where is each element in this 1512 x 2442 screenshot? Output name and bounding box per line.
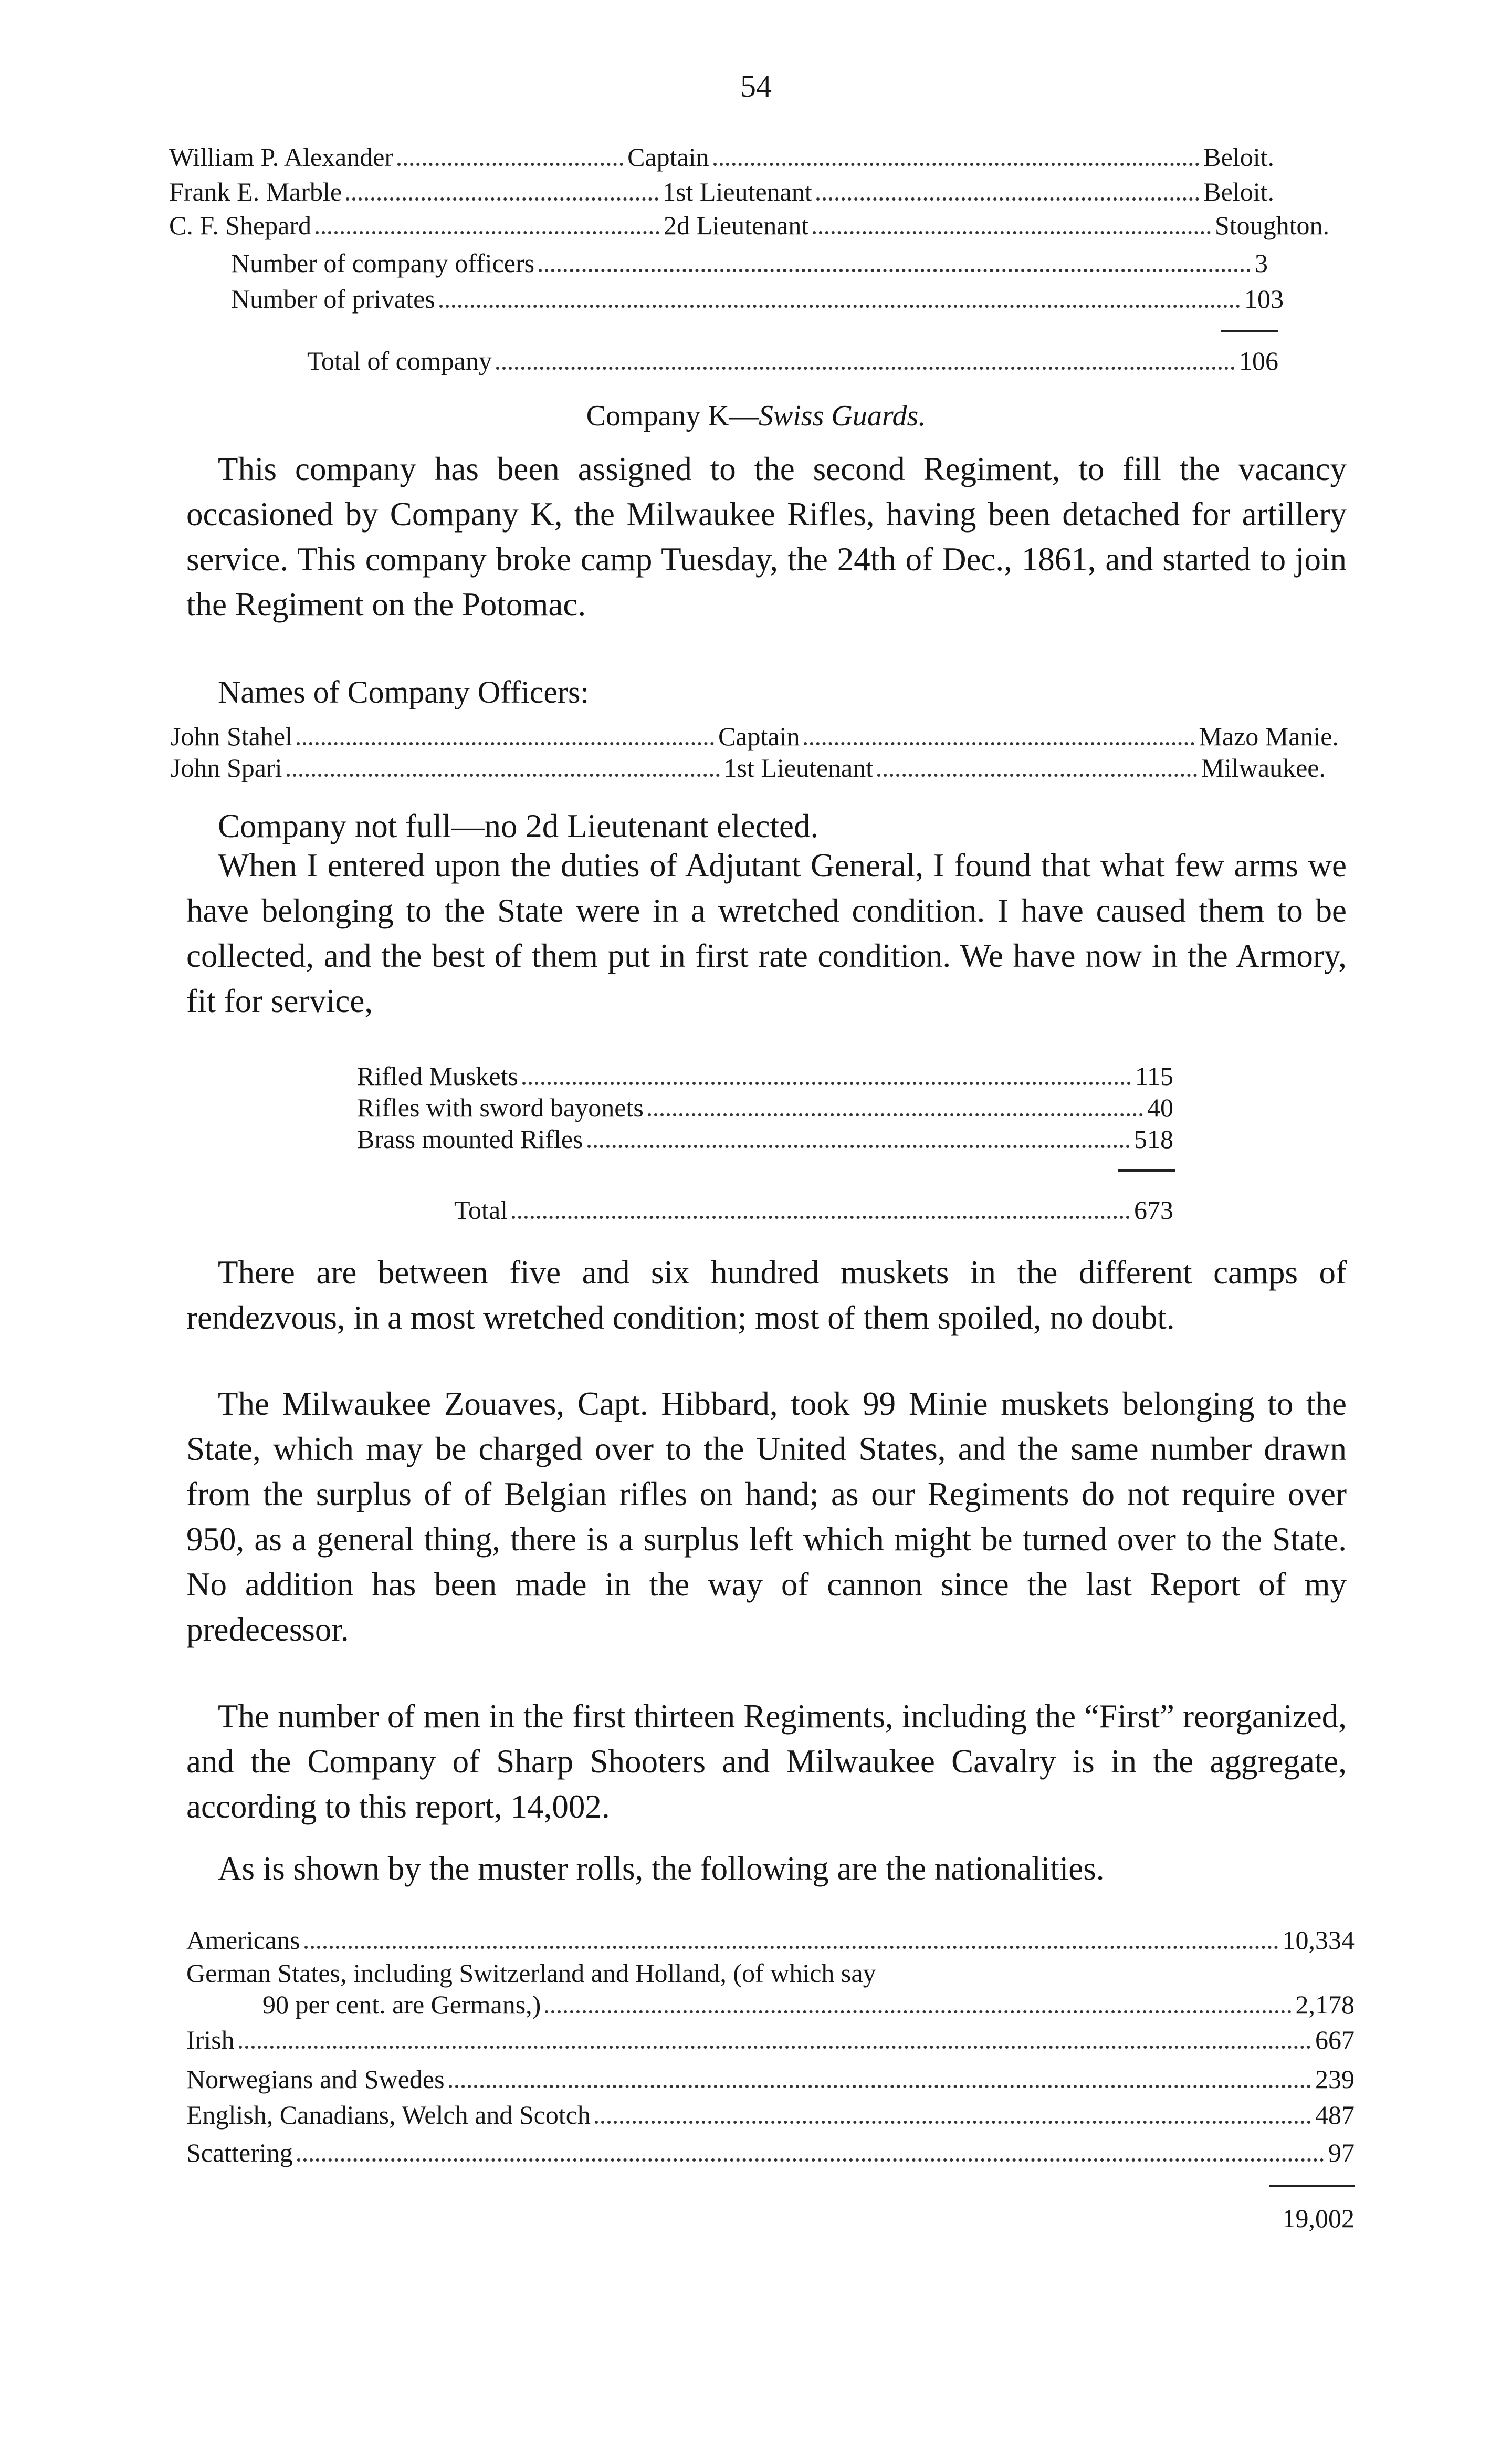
arms-row <box>357 1124 1173 1155</box>
officer-row <box>171 721 1339 753</box>
paragraph-text: This company has been assigned to the second Regiment, to fill the vacancy occasioned by Company K, the Milwaukee Rifles, having been detached for artillery service. This company broke camp Tuesday, the 24th of Dec., 1861, and started to join the Regiment on the Potomac. <box>186 451 1347 623</box>
paragraph <box>186 446 1347 627</box>
nationality-label: English, Canadians, Welch and Scotch <box>186 2100 591 2130</box>
officer-place: Milwaukee. <box>1201 753 1326 782</box>
paragraph-text: Company not full—no 2d Lieutenant elected. <box>218 808 819 844</box>
paragraph <box>186 1381 1347 1652</box>
label-text: Names of Company Officers: <box>218 675 590 709</box>
arms-total-row <box>454 1195 1173 1226</box>
officer-row <box>169 142 1274 173</box>
officer-rank: 1st Lieutenant <box>663 177 812 206</box>
dot-leader <box>496 367 1235 370</box>
company-count-row <box>231 284 1284 315</box>
arms-row <box>357 1092 1173 1124</box>
arms-value: 40 <box>1147 1093 1173 1122</box>
dot-leader <box>545 2010 1291 2013</box>
nationality-row <box>186 1925 1354 1956</box>
officer-rank: 2d Lieutenant <box>664 211 809 240</box>
total-value: 106 <box>1239 346 1278 375</box>
officer-place: Stoughton. <box>1214 211 1329 240</box>
company-total-row <box>307 346 1278 377</box>
officer-place: Beloit. <box>1203 142 1274 172</box>
nationality-label: Irish <box>186 2025 235 2054</box>
officer-rank: Captain <box>627 142 709 172</box>
dot-leader <box>316 231 659 234</box>
dot-leader <box>522 1082 1131 1085</box>
dot-leader <box>449 2085 1311 2088</box>
heading-italic: Swiss Guards. <box>758 400 926 432</box>
officer-row <box>171 753 1326 784</box>
nationality-label: Norwegians and Swedes <box>186 2064 445 2094</box>
nationality-value: 10,334 <box>1282 1925 1354 1955</box>
heading-prefix: Company K— <box>586 400 759 432</box>
dot-leader <box>512 1216 1130 1219</box>
officer-place: Mazo Manie. <box>1199 722 1339 751</box>
dot-leader <box>297 2158 1324 2162</box>
paragraph <box>186 803 1347 849</box>
dot-leader <box>297 742 714 745</box>
dot-leader <box>287 774 720 777</box>
sum-rule <box>1269 2185 1354 2187</box>
officer-name: John Stahel <box>171 722 292 751</box>
nationality-row <box>186 2137 1354 2169</box>
company-count-row <box>231 248 1268 279</box>
nationality-label: Americans <box>186 1925 300 1955</box>
nationality-value: 667 <box>1315 2025 1354 2054</box>
paragraph <box>186 1846 1347 1891</box>
nationality-value: 487 <box>1315 2100 1354 2130</box>
officer-name: C. F. Shepard <box>169 211 311 240</box>
section-heading <box>0 399 1512 433</box>
arms-label: Rifled Muskets <box>357 1061 518 1091</box>
dot-leader <box>595 2121 1311 2124</box>
officers-label <box>186 670 1347 715</box>
nationalities-total-row <box>1250 2203 1354 2234</box>
nationality-value: 97 <box>1328 2138 1354 2167</box>
arms-label: Rifles with sword bayonets <box>357 1093 644 1122</box>
count-label: Number of company officers <box>231 248 535 278</box>
nationality-row <box>186 2024 1354 2056</box>
nationality-row <box>186 1958 1268 1988</box>
total-label: Total <box>454 1195 508 1225</box>
paragraph-text: When I entered upon the duties of Adjutant General, I found that what few arms we have belonging to the State were in a wretched condition. I have caused them to be collected, and the best of them put in first rate condition. We have now in the Armory, fit for service, <box>186 847 1347 1019</box>
total-value: 673 <box>1134 1195 1173 1225</box>
total-value: 19,002 <box>1282 2204 1354 2233</box>
officer-name: Frank E. Marble <box>169 177 342 206</box>
nationality-row <box>186 2100 1354 2131</box>
count-label: Number of privates <box>231 284 435 314</box>
dot-leader <box>648 1113 1143 1116</box>
dot-leader <box>713 163 1200 166</box>
nationality-label-cont: 90 per cent. are Germans,) <box>262 1990 541 2019</box>
count-value: 3 <box>1255 248 1268 278</box>
nationality-value: 2,178 <box>1295 1990 1354 2019</box>
dot-leader <box>804 742 1194 745</box>
nationality-row <box>186 2064 1354 2095</box>
dot-leader <box>346 197 658 201</box>
paragraph-text: The Milwaukee Zouaves, Capt. Hibbard, took 99 Minie muskets belonging to the State, which may be charged over to the United States, and the same number drawn from the surplus of of Belgian rifles on hand; as our Regiments do not require over 950, as a general thing, there is a surplus left which might be turned over to the State. No addition has been made in the way of cannon since the last Report of my predecessor. <box>186 1385 1347 1648</box>
nationality-label: Scattering <box>186 2138 293 2167</box>
dot-leader <box>239 2046 1311 2049</box>
arms-label: Brass mounted Rifles <box>357 1124 583 1154</box>
count-value: 103 <box>1244 284 1284 314</box>
page-number: 54 <box>740 69 772 103</box>
dot-leader <box>304 1946 1278 1949</box>
officer-row <box>169 176 1274 208</box>
dot-leader <box>816 197 1200 201</box>
total-label: Total of company <box>307 346 492 375</box>
dot-leader <box>539 269 1251 272</box>
nationality-value: 239 <box>1315 2064 1354 2094</box>
sum-rule <box>1221 330 1278 332</box>
dot-leader <box>439 305 1240 308</box>
arms-value: 115 <box>1135 1061 1173 1091</box>
dot-leader <box>877 774 1196 777</box>
sum-rule <box>1118 1169 1175 1172</box>
dot-leader <box>587 1145 1130 1148</box>
officer-name: John Spari <box>171 753 282 782</box>
officer-place: Beloit. <box>1203 177 1274 206</box>
paragraph-text: The number of men in the first thirteen Regiments, including the “First” reorganized, and the Company of Sharp Shooters and Milwaukee Cavalry is in the aggregate, according to this report, 14,002. <box>186 1698 1347 1825</box>
nationality-label: German States, including Switzerland and Holland, (of which say <box>186 1958 876 1988</box>
dot-leader <box>813 231 1211 234</box>
officer-row <box>169 210 1329 242</box>
arms-value: 518 <box>1134 1124 1173 1154</box>
officer-rank: Captain <box>718 722 800 751</box>
officer-rank: 1st Lieutenant <box>723 753 874 782</box>
paragraph <box>186 843 1347 1024</box>
paragraph-text: There are between five and six hundred muskets in the different camps of rendezvous, in a most wretched condition; most of them spoiled, no doubt. <box>186 1254 1347 1336</box>
officer-name: William P. Alexander <box>169 142 394 172</box>
arms-row <box>357 1061 1173 1092</box>
paragraph-text: As is shown by the muster rolls, the following are the nationalities. <box>218 1850 1105 1887</box>
paragraph <box>186 1250 1347 1340</box>
paragraph <box>186 1694 1347 1829</box>
nationality-row <box>262 1989 1354 2021</box>
dot-leader <box>397 163 623 166</box>
